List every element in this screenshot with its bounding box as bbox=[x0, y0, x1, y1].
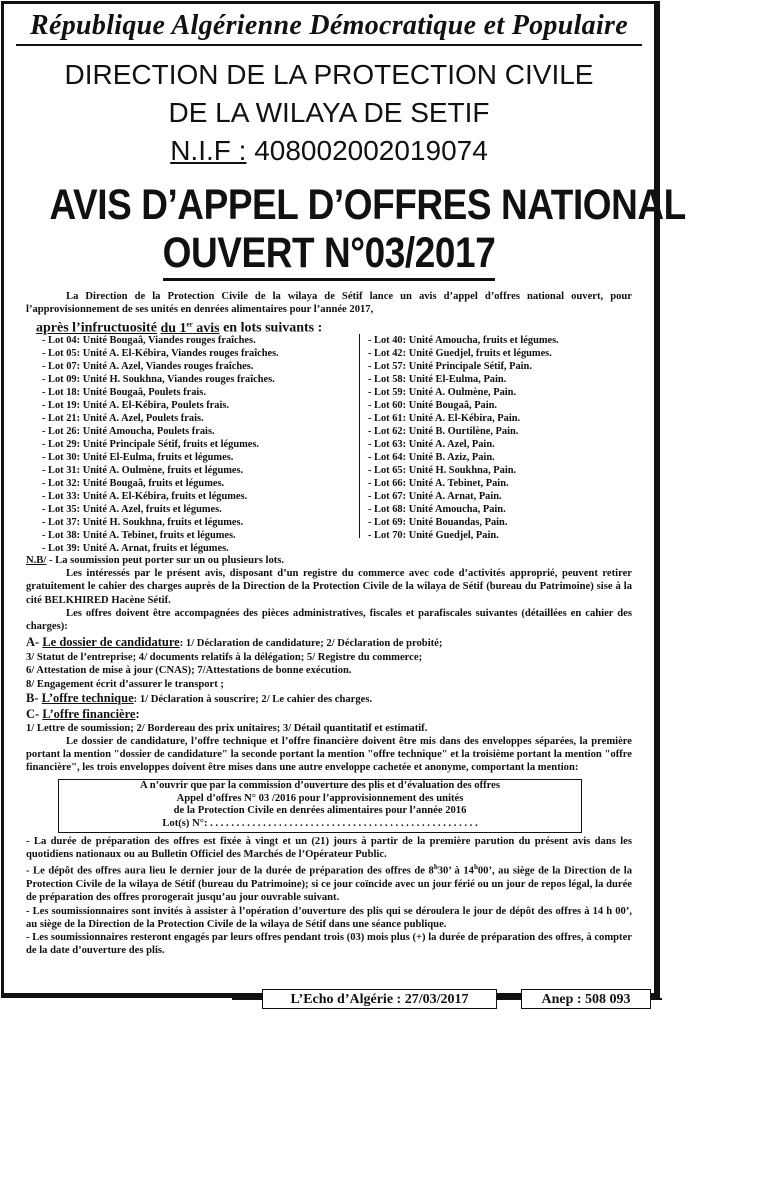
lot-item: - Lot 57: Unité Principale Sétif, Pain. bbox=[368, 361, 532, 372]
condition-4: - Les soumissionnaires resteront engagés par leurs offres pendant trois (03) mois plus (+) la durée de préparation des offres, à compter de la date d’ouverture des plis. bbox=[26, 931, 632, 957]
lot-item: - Lot 33: Unité A. El-Kébira, fruits et légumes. bbox=[42, 491, 248, 502]
section-c-heading bbox=[26, 707, 632, 722]
apres-sup: er bbox=[186, 320, 193, 329]
notice-title-number: OUVERT N°03/2017 bbox=[163, 229, 496, 281]
nif-label: N.I.F : bbox=[170, 135, 247, 166]
condition-2-sup-1: h bbox=[433, 863, 438, 872]
lot-item: - Lot 69: Unité Bouandas, Pain. bbox=[368, 517, 508, 528]
lot-item: - Lot 64: Unité B. Aziz, Pain. bbox=[368, 452, 495, 463]
section-b-heading bbox=[26, 691, 632, 707]
lots-left-column bbox=[42, 334, 347, 555]
condition-2 bbox=[26, 861, 632, 904]
offers-intro: Les offres doivent être accompagnées des pièces administratives, fiscales et parafiscales suivantes (détaillées en cahier des charges): bbox=[26, 607, 632, 633]
intro-text: La Direction de la Protection Civile de la wilaya de Sétif lance un avis d’appel d’offres national ouvert, pour l’approvisionnement de ses unités en denrées alimentaires pour l’année 2017, bbox=[26, 291, 632, 316]
lot-item: - Lot 35: Unité A. Azel, fruits et légumes. bbox=[42, 504, 222, 515]
lot-item: - Lot 70: Unité Guedjel, Pain. bbox=[368, 530, 499, 541]
condition-2-a: - Le dépôt des offres aura lieu le dernier jour de la durée de préparation des offres de 8 bbox=[26, 865, 434, 877]
lot-item: - Lot 37: Unité H. Soukhna, fruits et légumes. bbox=[42, 517, 244, 528]
lot-item: - Lot 32: Unité Bougaâ, fruits et légumes. bbox=[42, 478, 225, 489]
section-c-colon: : bbox=[135, 706, 140, 721]
section-a-heading bbox=[26, 635, 632, 651]
instructions-block bbox=[26, 554, 632, 775]
box-line-4: Lot(s) N°: . . . . . . . . . . . . . . . . . . . . . . . . . . . . . . . . . . . . . . . . . . . . . . . . . . . bbox=[162, 817, 478, 829]
lot-item: - Lot 07: Unité A. Azel, Viandes rouges fraîches. bbox=[42, 361, 254, 372]
apres-part-a: après l’infructuosité bbox=[36, 321, 157, 337]
lot-item: - Lot 21: Unité A. Azel, Poulets frais. bbox=[42, 413, 204, 424]
lot-item: - Lot 61: Unité A. El-Kébira, Pain. bbox=[368, 413, 521, 424]
lot-item: - Lot 05: Unité A. El-Kébira, Viandes rouges fraîches. bbox=[42, 348, 279, 359]
lot-item: - Lot 65: Unité H. Soukhna, Pain. bbox=[368, 465, 517, 476]
interested-text: Les intéressés par le présent avis, disposant d’un registre du commerce avec code d’activités approprié, peuvent retirer gratuitement le cahier des charges auprès de la Direction de la Protection Civile de la wilaya de Sétif (bureau du Patrimoine) sise à la cité BELKHIRED Hacène Sétif. bbox=[26, 568, 632, 606]
nif-value: 408002002019074 bbox=[254, 135, 488, 166]
lot-item: - Lot 59: Unité A. Oulmène, Pain. bbox=[368, 387, 517, 398]
section-a-line-2: 3/ Statut de l’entreprise; 4/ documents relatifs à la délégation; 5/ Registre du commerce; bbox=[26, 652, 423, 664]
lot-item: - Lot 19: Unité A. El-Kébira, Poulets frais. bbox=[42, 400, 230, 411]
apres-avis: avis bbox=[196, 321, 220, 337]
section-b-prefix: B- bbox=[26, 690, 39, 705]
apres-part-d: en lots suivants : bbox=[223, 321, 323, 337]
section-a-line-4: 8/ Engagement écrit d’assurer le transport ; bbox=[26, 678, 224, 690]
section-c-prefix: C- bbox=[26, 706, 40, 721]
lot-item: - Lot 26: Unité Amoucha, Poulets frais. bbox=[42, 426, 215, 437]
nb-text: - La soumission peut porter sur un ou plusieurs lots. bbox=[48, 555, 285, 566]
newspaper-source: L’Echo d’Algérie : 27/03/2017 bbox=[262, 989, 497, 1009]
republic-heading: République Algérienne Démocratique et Populaire bbox=[30, 10, 628, 41]
box-line-3: de la Protection Civile en denrées alimentaires pour l’année 2016 bbox=[173, 805, 467, 817]
box-line-1: A n’ouvrir que par la commission d’ouverture des plis et d’évaluation des offres bbox=[139, 780, 500, 791]
lots-right-column bbox=[368, 334, 628, 542]
apres-du: du 1 bbox=[160, 321, 187, 337]
section-c-line-1: 1/ Lettre de soumission; 2/ Bordereau des prix unitaires; 3/ Détail quantitatif et estimatif. bbox=[26, 722, 428, 734]
condition-2-b: 30’ à 14 bbox=[437, 865, 474, 877]
section-a-prefix: A- bbox=[26, 635, 40, 650]
notice-title-line-2 bbox=[50, 228, 609, 278]
lot-item: - Lot 29: Unité Principale Sétif, fruits et légumes. bbox=[42, 439, 260, 450]
lot-item: - Lot 30: Unité El-Eulma, fruits et légumes. bbox=[42, 452, 234, 463]
direction-line-1: DIRECTION DE LA PROTECTION CIVILE bbox=[64, 59, 594, 90]
nb-label: N.B/ bbox=[26, 555, 47, 566]
lot-item: - Lot 18: Unité Bougaâ, Poulets frais. bbox=[42, 387, 206, 398]
section-a-line-1: : 1/ Déclaration de candidature; 2/ Déclaration de probité; bbox=[179, 638, 443, 650]
section-a-line-3: 6/ Attestation de mise à jour (CNAS); 7/Attestations de bonne exécution. bbox=[26, 665, 352, 677]
lot-item: - Lot 09: Unité H. Soukhna, Viandes rouges fraîches. bbox=[42, 374, 275, 385]
heading-rule bbox=[16, 44, 642, 46]
box-line-2: Appel d’offres N° 03 /2016 pour l’approvisionnement des unités bbox=[176, 792, 464, 804]
nif-line bbox=[4, 132, 654, 170]
lot-item: - Lot 38: Unité A. Tebinet, fruits et légumes. bbox=[42, 530, 236, 541]
envelope-label-box bbox=[58, 779, 582, 833]
lot-item: - Lot 42: Unité Guedjel, fruits et légumes. bbox=[368, 348, 552, 359]
conditions-block bbox=[26, 835, 632, 957]
lot-item: - Lot 63: Unité A. Azel, Pain. bbox=[368, 439, 495, 450]
lots-list bbox=[42, 334, 627, 552]
lot-item: - Lot 39: Unité A. Arnat, fruits et légumes. bbox=[42, 543, 229, 554]
condition-3: - Les soumissionnaires sont invités à assister à l’opération d’ouverture des plis qui se déroulera le jour de dépôt des offres à 14 h 00’, au siège de la Direction de la Protection Civile de la wilaya de Sétif dans une séance publique. bbox=[26, 905, 632, 930]
section-a-title: Le dossier de candidature bbox=[42, 635, 180, 650]
notice-title-line-1: AVIS D’APPEL D’OFFRES NATIONAL bbox=[49, 181, 686, 229]
lot-item: - Lot 04: Unité Bougaâ, Viandes rouges fraîches. bbox=[42, 335, 256, 346]
lot-item: - Lot 67: Unité A. Arnat, Pain. bbox=[368, 491, 502, 502]
anep-reference: Anep : 508 093 bbox=[521, 989, 651, 1009]
condition-2-sup-2: h bbox=[473, 863, 478, 872]
lot-item: - Lot 60: Unité Bougaâ, Pain. bbox=[368, 400, 498, 411]
footer-rule-right bbox=[650, 998, 662, 1000]
lot-item: - Lot 68: Unité Amoucha, Pain. bbox=[368, 504, 506, 515]
footer-rule-left bbox=[232, 998, 262, 1000]
lots-divider bbox=[359, 334, 360, 538]
nb-line bbox=[26, 554, 632, 567]
condition-1: - La durée de préparation des offres est fixée à vingt et un (21) jours à partir de la première parution du présent avis dans les quotidiens nationaux ou au Bulletin Officiel des Marchés de l’Opérateur Public. bbox=[26, 836, 632, 861]
lot-item: - Lot 58: Unité El-Eulma, Pain. bbox=[368, 374, 507, 385]
footer-rule-mid bbox=[497, 998, 521, 1000]
direction-line-2: DE LA WILAYA DE SETIF bbox=[168, 97, 490, 128]
lot-item: - Lot 62: Unité B. Ourtilène, Pain. bbox=[368, 426, 519, 437]
intro-block bbox=[26, 290, 632, 337]
lot-item: - Lot 66: Unité A. Tebinet, Pain. bbox=[368, 478, 509, 489]
lot-item: - Lot 31: Unité A. Oulmène, fruits et légumes. bbox=[42, 465, 244, 476]
envelopes-text: Le dossier de candidature, l’offre technique et l’offre financière doivent être mis dans des enveloppes séparées, la première portant la mention "dossier de candidature" la seconde portant la mention "offre technique" et la troisième portant la mention "offre financière", les trois enveloppes doivent être mises dans une autre enveloppe cachetée et anonyme, comportant la mention: bbox=[26, 736, 632, 774]
lot-item: - Lot 40: Unité Amoucha, fruits et légumes. bbox=[368, 335, 559, 346]
section-c-title: L’offre financière bbox=[42, 706, 136, 721]
condition-2-c: 00’, au siège de la Direction de la Protection Civile de la wilaya de Sétif (bureau du Patrimoine); si ce jour coïncide avec un jour férié ou un jour de repos légal, la durée de préparation des offres prorogerait jusqu’au jour ouvrable suivant. bbox=[26, 865, 632, 904]
section-b-title: L’offre technique bbox=[41, 690, 134, 705]
section-b-text: : 1/ Déclaration à souscrire; 2/ Le cahier des charges. bbox=[133, 693, 373, 705]
